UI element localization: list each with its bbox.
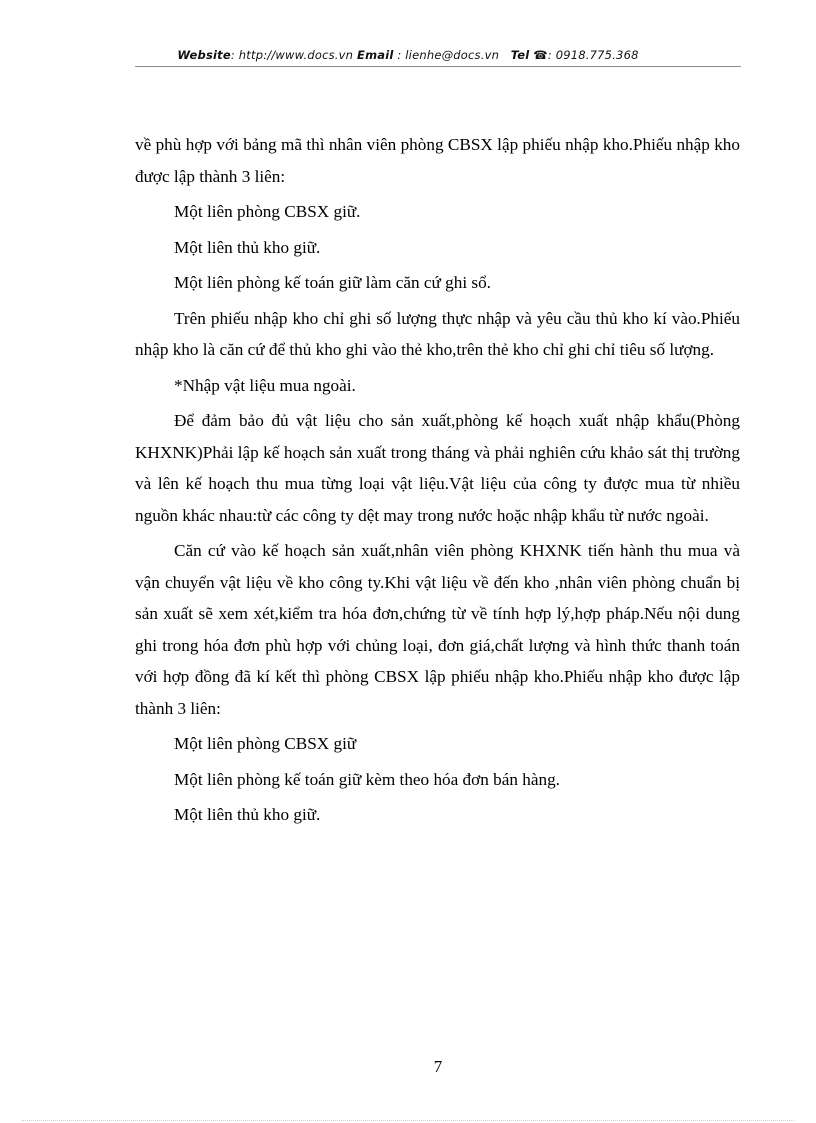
list-item: Một liên phòng kế toán giữ kèm theo hóa đơn bán hàng. [174,769,560,789]
paragraph: Căn cứ vào kế hoạch sản xuất,nhân viên phòng KHXNK tiến hành thu mua và vận chuyển vật liệu về kho công ty.Khi vật liệu về đến kho ,nhân viên phòng chuẩn bị sản xuất sẽ xem xét,kiểm tra hóa đơn,chứng từ về tính hợp lý,hợp pháp.Nếu nội dung ghi trong hóa đơn phù hợp với chủng loại, đơn giá,chất lượng và hình thức thanh toán với hợp đồng đã kí kết thì phòng CBSX lập phiếu nhập kho.Phiếu nhập kho được lập thành 3 liên: [135,541,740,718]
page-bottom-border [22,1120,794,1121]
document-body [135,129,740,835]
paragraph: Trên phiếu nhập kho chỉ ghi số lượng thực nhập và yêu cầu thủ kho kí vào.Phiếu nhập kho là căn cứ để thủ kho ghi vào thẻ kho,trên thẻ kho chỉ ghi chỉ tiêu số lượng. [135,308,740,359]
website-value: : http://www.docs.vn [230,48,354,62]
list-item: Một liên thủ kho giữ. [174,805,321,824]
list-item: Một liên phòng CBSX giữ. [174,202,361,221]
list-item: Một liên phòng kế toán giữ làm căn cứ ghi sổ. [174,273,491,292]
tel-label: Tel [510,48,530,62]
email-label: Email [357,48,394,62]
website-label: Website [177,48,231,62]
paragraph: Để đảm bảo đủ vật liệu cho sản xuất,phòng kế hoạch xuất nhập khẩu(Phòng KHXNK)Phải lập kế hoạch sản xuất trong tháng và phải nghiên cứu khảo sát thị trường và lên kế hoạch thu mua từng loại vật liệu.Vật liệu của công ty được mua từ nhiều nguồn khác nhau:từ các công ty dệt may trong nước hoặc nhập khẩu từ nước ngoài. [135,411,740,525]
phone-icon: ☎ [533,48,548,62]
page-header [0,48,816,62]
paragraph: về phù hợp với bảng mã thì nhân viên phòng CBSX lập phiếu nhập kho.Phiếu nhập kho được lập thành 3 liên: [135,135,740,186]
list-item: Một liên phòng CBSX giữ [174,734,357,753]
page-number: 7 [433,1057,443,1076]
tel-value: : 0918.775.368 [547,48,639,62]
section-heading: *Nhập vật liệu mua ngoài. [174,375,356,395]
list-item: Một liên thủ kho giữ. [174,237,321,257]
email-value: : lienhe@docs.vn [393,48,500,62]
header-divider [135,66,741,67]
